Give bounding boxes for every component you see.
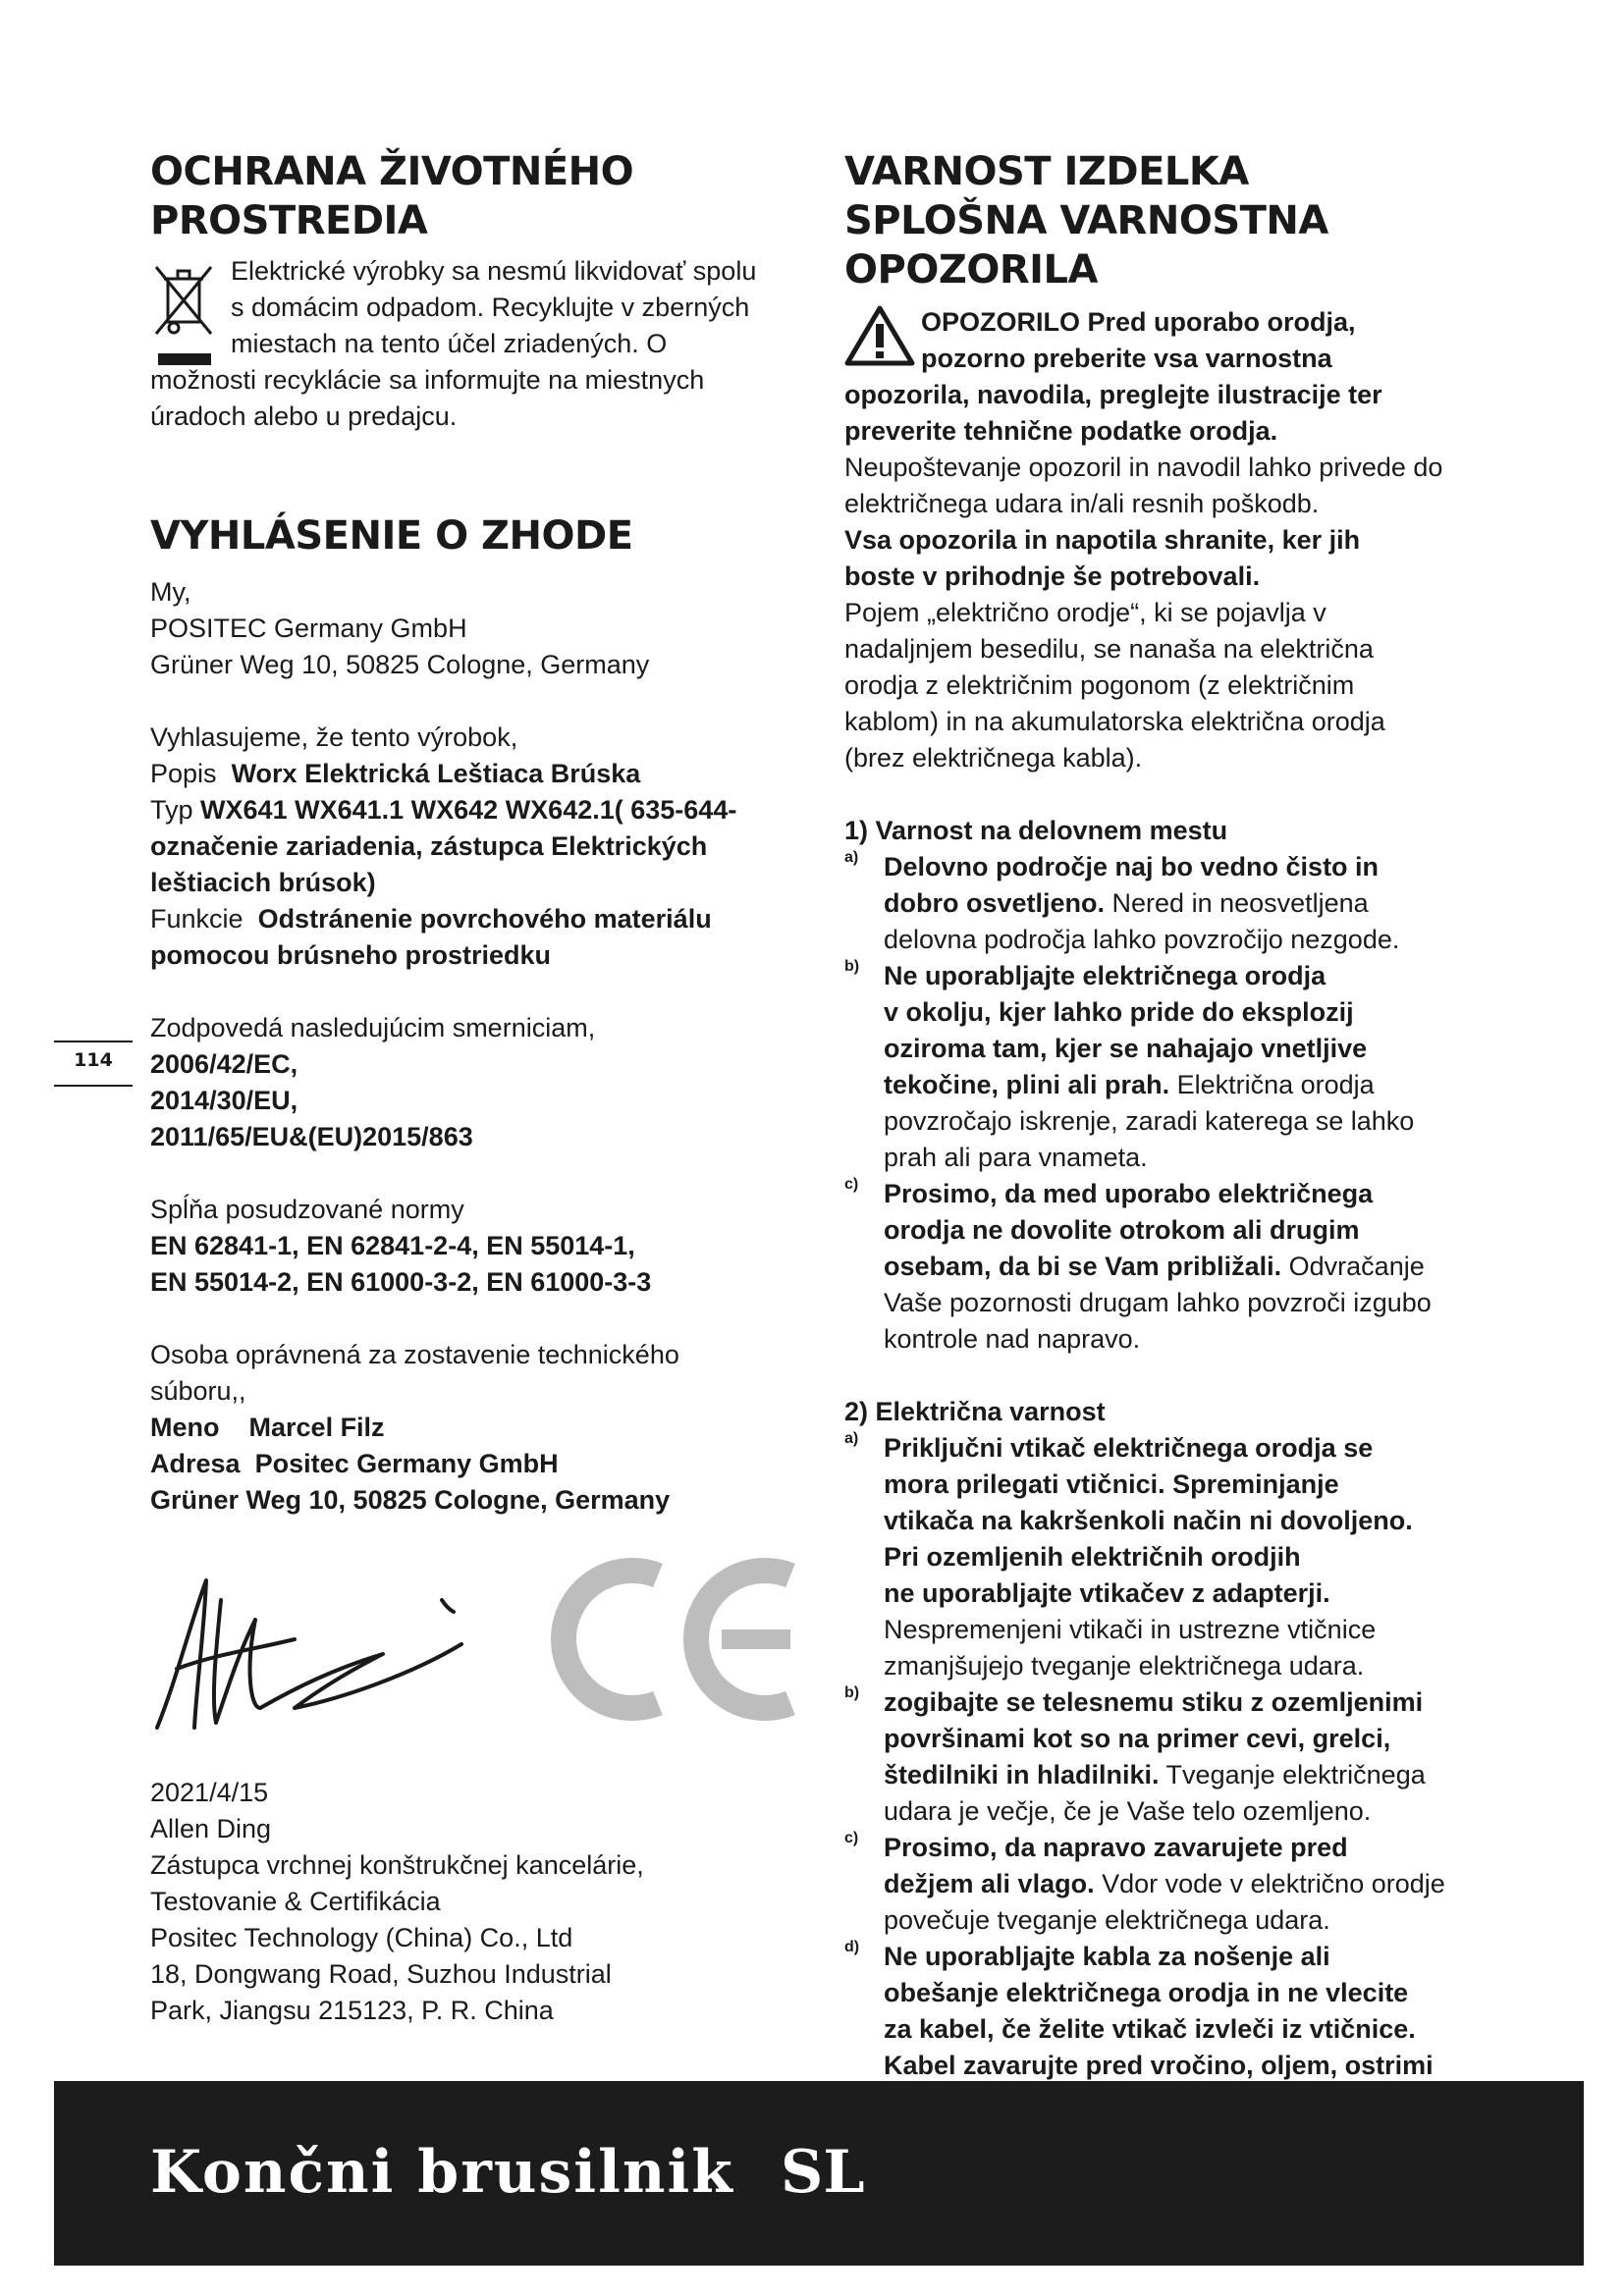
- list-item: [844, 1684, 1492, 1830]
- item-bold: Kabel zavarujte pred vročino, oljem, ostrimi: [884, 2051, 1434, 2080]
- left-column: [150, 147, 793, 1519]
- item-text: Odvračanje: [1281, 1252, 1425, 1281]
- signer-role: Testovanie & Certifikácia: [150, 1887, 441, 1916]
- environment-heading: [150, 147, 793, 245]
- item-text: povzročajo iskrenje, zaradi katerega se lahko: [884, 1106, 1415, 1136]
- item-bold: v okolju, kjer lahko pride do eksplozij: [884, 997, 1354, 1027]
- term-line: (brez električnega kabla).: [844, 743, 1143, 773]
- env-line: s domácim odpadom. Recyklujte v zberných: [231, 293, 750, 322]
- item-bold: ne uporabljajte vtikačev z adapterji.: [884, 1578, 1330, 1608]
- neglect-line: električnega udara in/ali resnih poškodb.: [844, 489, 1320, 518]
- signer-company: Positec Technology (China) Co., Ltd: [150, 1923, 573, 1952]
- item-text: prah ali para vnameta.: [884, 1143, 1148, 1172]
- item-bold: dobro osvetljeno.: [884, 888, 1106, 918]
- item-line: [884, 1067, 1492, 1103]
- list-label: c): [844, 1176, 859, 1193]
- address-row: [150, 1446, 793, 1482]
- item-line: [884, 1249, 1492, 1285]
- directives-intro: Zodpovedá nasledujúcim smerniciam,: [150, 1013, 596, 1042]
- item-bold: površinami kot so na primer cevi, grelci,: [884, 1724, 1391, 1753]
- item-bold: vtikača na kakršenkoli način ni dovoljeno.: [884, 1506, 1413, 1535]
- term-line: nadaljnjem besedilu, se nanaša na električna: [844, 634, 1374, 664]
- function-row: [150, 901, 793, 937]
- item-text: povečuje tveganje električnega udara.: [884, 1905, 1330, 1935]
- warning-line: pozorno preberite vsa varnostna: [921, 344, 1332, 373]
- item-bold: osebam, da bi se Vam približali.: [884, 1252, 1282, 1281]
- item-text: zmanjšujejo tveganje električnega udara.: [884, 1651, 1365, 1681]
- signer-address: 18, Dongwang Road, Suzhou Industrial: [150, 1959, 612, 1989]
- page-number-rule: [54, 1085, 133, 1087]
- term-line: Pojem „električno orodje“, ki se pojavlja v: [844, 598, 1326, 627]
- footer-banner: [54, 2081, 1584, 2266]
- item-bold: dežjem ali vlago.: [884, 1869, 1095, 1898]
- warning-line: OPOZORILO Pred uporabo orodja,: [921, 307, 1356, 337]
- environment-text: [150, 253, 793, 435]
- list-item: [844, 958, 1492, 1176]
- declaration-block: [150, 574, 793, 1519]
- item-bold: Prosimo, da med uporabo električnega: [884, 1179, 1374, 1208]
- person-intro: súboru,,: [150, 1376, 246, 1406]
- list-item: [844, 849, 1492, 958]
- list-item: [844, 1939, 1492, 2084]
- footer-language: SL: [781, 2138, 865, 2207]
- item-bold: obešanje električnega orodja in ne vlecite: [884, 1978, 1409, 2007]
- item-bold: Prosimo, da napravo zavarujete pred: [884, 1833, 1348, 1862]
- warning-line: preverite tehnične podatke orodja.: [844, 416, 1278, 446]
- list-label: b): [844, 958, 860, 975]
- address-value-cont: Grüner Weg 10, 50825 Cologne, Germany: [150, 1485, 671, 1515]
- env-line: možnosti recyklácie sa informujte na miestnych: [150, 365, 705, 395]
- page-number-rule: [54, 1041, 133, 1042]
- warning-line: opozorila, navodila, preglejte ilustracije ter: [844, 380, 1382, 409]
- list-item: [844, 1176, 1492, 1358]
- list-item: [844, 1830, 1492, 1939]
- name-row: [150, 1410, 793, 1446]
- company: POSITEC Germany GmbH: [150, 614, 467, 643]
- directive: 2014/30/EU,: [150, 1086, 298, 1115]
- type-row: [150, 792, 793, 828]
- signature: [147, 1561, 501, 1737]
- function-label: Funkcie: [150, 904, 244, 934]
- address-label: Adresa: [150, 1449, 241, 1478]
- conformity-heading: VYHLÁSENIE O ZHODE: [150, 513, 633, 559]
- signer-role: Zástupca vrchnej konštrukčnej kancelárie,: [150, 1850, 644, 1880]
- directive: 2011/65/EU&(EU)2015/863: [150, 1122, 473, 1151]
- function-value: Odstránenie povrchového materiálu: [257, 904, 712, 934]
- item-text: Tveganje električnega: [1159, 1760, 1426, 1789]
- standard: EN 55014-2, EN 61000-3-2, EN 61000-3-3: [150, 1267, 652, 1297]
- type-value: WX641 WX641.1 WX642 WX642.1( 635-644-: [200, 795, 737, 825]
- right-column: [844, 147, 1492, 2084]
- item-bold: orodja ne dovolite otrokom ali drugim: [884, 1215, 1360, 1245]
- weee-bin-icon: [150, 261, 219, 369]
- list-item: [844, 1430, 1492, 1684]
- person-intro: Osoba oprávnená za zostavenie technického: [150, 1340, 679, 1369]
- description-row: [150, 756, 793, 792]
- term-line: orodja z električnim pogonom (z električnim: [844, 670, 1355, 700]
- ce-mark-icon: [550, 1551, 805, 1728]
- signer-name: Allen Ding: [150, 1814, 272, 1843]
- safety-heading: VARNOST IZDELKA: [844, 149, 1249, 194]
- we: My,: [150, 577, 191, 607]
- item-bold: tekočine, plini ali prah.: [884, 1070, 1170, 1099]
- term-line: kablom) in na akumulatorska električna orodja: [844, 707, 1385, 736]
- env-line: Elektrické výrobky sa nesmú likvidovať spolu: [231, 256, 757, 286]
- section-1-title: 1) Varnost na delovnem mestu: [844, 816, 1228, 845]
- function-value-cont: pomocou brúsneho prostriedku: [150, 940, 552, 970]
- item-text: Vdor vode v električno orodje: [1094, 1869, 1445, 1898]
- address: Grüner Weg 10, 50825 Cologne, Germany: [150, 650, 650, 679]
- item-bold: Pri ozemljenih električnih orodjih: [884, 1542, 1301, 1572]
- list-label: a): [844, 849, 859, 866]
- section-2-title: 2) Električna varnost: [844, 1397, 1106, 1426]
- standards-intro: Spĺňa posudzované normy: [150, 1195, 464, 1224]
- keep-line: boste v prihodnje še potrebovali.: [844, 561, 1261, 591]
- safety-heading: SPLOŠNA VARNOSTNA: [844, 198, 1328, 243]
- item-text: delovna področja lahko povzročijo nezgode.: [884, 925, 1400, 954]
- item-bold: Ne uporabljajte električnega orodja: [884, 961, 1326, 990]
- env-line: miestach na tento účel zriadených. O: [231, 329, 668, 358]
- item-text: Nered in neosvetljena: [1105, 888, 1369, 918]
- name-value: Marcel Filz: [248, 1413, 385, 1442]
- type-value-cont: označenie zariadenia, zástupca Elektrických: [150, 831, 708, 861]
- item-bold: mora prilegati vtičnici. Spreminjanje: [884, 1469, 1339, 1499]
- directive: 2006/42/EC,: [150, 1049, 298, 1079]
- neglect-line: Neupoštevanje opozoril in navodil lahko privede do: [844, 453, 1443, 482]
- description-value: Worx Elektrická Leštiaca Brúska: [231, 759, 641, 788]
- item-line: [884, 885, 1492, 922]
- date: 2021/4/15: [150, 1778, 269, 1807]
- item-text: Električna orodja: [1169, 1070, 1375, 1099]
- env-line: úradoch alebo u predajcu.: [150, 401, 458, 431]
- list-label: b): [844, 1684, 860, 1701]
- list-label: d): [844, 1939, 860, 1955]
- name-label: Meno: [150, 1413, 220, 1442]
- item-bold: oziroma tam, kjer se nahajajo vnetljive: [884, 1034, 1368, 1063]
- warning-triangle-icon: [844, 304, 915, 367]
- declare-text: Vyhlasujeme, že tento výrobok,: [150, 722, 518, 752]
- item-text: kontrole nad napravo.: [884, 1324, 1141, 1354]
- signer-address: Park, Jiangsu 215123, P. R. China: [150, 1996, 554, 2025]
- footer-title: Končni brusilnik: [150, 2138, 734, 2207]
- item-bold: Priključni vtikač električnega orodja se: [884, 1433, 1374, 1463]
- item-bold: zogibajte se telesnemu stiku z ozemljenimi: [884, 1687, 1424, 1717]
- item-text: udara je večje, če je Vaše telo ozemljeno.: [884, 1796, 1372, 1826]
- warning-block: [844, 304, 1492, 776]
- item-bold: Delovno področje naj bo vedno čisto in: [884, 852, 1380, 881]
- item-text: Vaše pozornosti drugam lahko povzroči izgubo: [884, 1288, 1432, 1317]
- item-bold: Ne uporabljajte kabla za nošenje ali: [884, 1942, 1330, 1971]
- type-value-cont: leštiacich brúsok): [150, 868, 376, 897]
- item-line: [884, 1866, 1492, 1902]
- list-label: a): [844, 1430, 859, 1447]
- signer-block: [150, 1775, 793, 2029]
- item-text: Nespremenjeni vtikači in ustrezne vtičnice: [884, 1615, 1377, 1644]
- type-label: Typ: [150, 795, 193, 825]
- standard: EN 62841-1, EN 62841-2-4, EN 55014-1,: [150, 1231, 635, 1260]
- environment-heading-text: OCHRANA ŽIVOTNÉHO PROSTREDIA: [150, 149, 634, 243]
- item-bold: štedilniki in hladilniki.: [884, 1760, 1160, 1789]
- description-label: Popis: [150, 759, 217, 788]
- address-value: Positec Germany GmbH: [254, 1449, 559, 1478]
- item-bold: za kabel, če želite vtikač izvleči iz vtičnice.: [884, 2014, 1416, 2044]
- safety-heading: OPOZORILA: [844, 247, 1098, 293]
- keep-line: Vsa opozorila in napotila shranite, ker jih: [844, 525, 1361, 555]
- item-line: [884, 1757, 1492, 1793]
- list-label: c): [844, 1830, 859, 1846]
- page-number: 114: [74, 1049, 113, 1071]
